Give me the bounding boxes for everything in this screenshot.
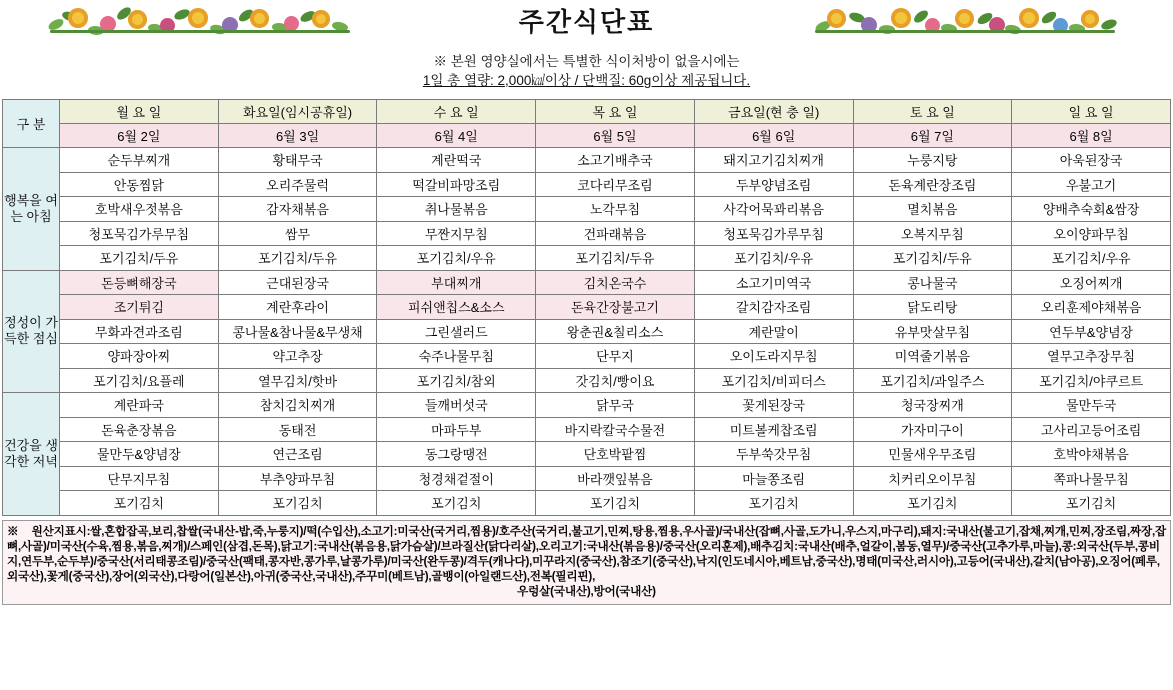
menu-cell: 바라깻잎볶음	[536, 466, 695, 491]
menu-cell: 오이양파무침	[1012, 221, 1171, 246]
menu-cell: 청포묵김가루무침	[60, 221, 219, 246]
menu-row	[3, 172, 1171, 197]
menu-cell: 소고기배추국	[536, 148, 695, 173]
day-header-5: 토 요 일	[853, 100, 1012, 124]
menu-cell: 포기김치/두유	[60, 246, 219, 271]
menu-cell: 동그랑땡전	[377, 442, 536, 467]
menu-cell: 돈육계란장조림	[853, 172, 1012, 197]
menu-cell: 마늘쫑조림	[694, 466, 853, 491]
menu-row	[3, 442, 1171, 467]
menu-cell: 마파두부	[377, 417, 536, 442]
menu-cell: 호박야채볶음	[1012, 442, 1171, 467]
menu-cell: 계란후라이	[218, 295, 377, 320]
menu-cell: 오이도라지무침	[694, 344, 853, 369]
day-header-4: 금요일(현 충 일)	[694, 100, 853, 124]
menu-cell: 계란떡국	[377, 148, 536, 173]
menu-cell: 소고기미역국	[694, 270, 853, 295]
menu-row	[3, 491, 1171, 516]
menu-cell: 건파래볶음	[536, 221, 695, 246]
menu-cell: 쪽파나물무침	[1012, 466, 1171, 491]
menu-cell: 청포묵김가루무침	[694, 221, 853, 246]
menu-cell: 양파장아찌	[60, 344, 219, 369]
menu-cell: 바지락칼국수물전	[536, 417, 695, 442]
menu-cell: 물만두&양념장	[60, 442, 219, 467]
menu-cell: 미트볼케찹조림	[694, 417, 853, 442]
date-header-3: 6월 5일	[536, 124, 695, 148]
weekly-menu-table	[2, 99, 1171, 516]
menu-cell: 참치김치찌개	[218, 393, 377, 418]
menu-cell: 김치온국수	[536, 270, 695, 295]
menu-cell: 숙주나물무침	[377, 344, 536, 369]
menu-cell: 계란파국	[60, 393, 219, 418]
menu-cell: 포기김치/우유	[694, 246, 853, 271]
menu-cell: 그린샐러드	[377, 319, 536, 344]
menu-cell: 포기김치	[853, 491, 1012, 516]
page-title: 주간식단표	[518, 7, 655, 37]
menu-cell: 갓김치/빵이요	[536, 368, 695, 393]
menu-cell: 취나물볶음	[377, 197, 536, 222]
menu-cell: 왕춘권&칠리소스	[536, 319, 695, 344]
menu-cell: 두부쑥갓무침	[694, 442, 853, 467]
menu-cell: 포기김치	[218, 491, 377, 516]
menu-cell: 민물새우무조림	[853, 442, 1012, 467]
menu-row	[3, 246, 1171, 271]
menu-cell: 연근조림	[218, 442, 377, 467]
day-header-1: 화요일(임시공휴일)	[218, 100, 377, 124]
menu-cell: 콩나물&참나물&무생채	[218, 319, 377, 344]
meal-label-2: 건강을 생각한 저녁	[3, 393, 60, 516]
menu-row	[3, 221, 1171, 246]
menu-cell: 유부맛살무침	[853, 319, 1012, 344]
menu-cell: 포기김치	[1012, 491, 1171, 516]
day-header-2: 수 요 일	[377, 100, 536, 124]
menu-cell: 물만두국	[1012, 393, 1171, 418]
menu-cell: 연두부&양념장	[1012, 319, 1171, 344]
menu-cell: 포기김치/우유	[377, 246, 536, 271]
menu-cell: 포기김치/요플레	[60, 368, 219, 393]
gubun-header: 구 분	[3, 100, 60, 148]
menu-cell: 부대찌개	[377, 270, 536, 295]
menu-cell: 포기김치	[60, 491, 219, 516]
menu-cell: 꽃게된장국	[694, 393, 853, 418]
menu-cell: 돈등뼈해장국	[60, 270, 219, 295]
menu-cell: 오리훈제야채볶음	[1012, 295, 1171, 320]
menu-cell: 돈육춘장볶음	[60, 417, 219, 442]
menu-cell: 포기김치/두유	[536, 246, 695, 271]
menu-cell: 콩나물국	[853, 270, 1012, 295]
menu-cell: 안동찜닭	[60, 172, 219, 197]
page-header	[0, 0, 1173, 46]
date-header-4: 6월 6일	[694, 124, 853, 148]
origin-note	[2, 520, 1171, 605]
menu-cell: 무짠지무침	[377, 221, 536, 246]
day-header-6: 일 요 일	[1012, 100, 1171, 124]
menu-cell: 단무지	[536, 344, 695, 369]
menu-cell: 포기김치/두유	[853, 246, 1012, 271]
menu-cell: 돼지고기김치찌개	[694, 148, 853, 173]
notice-line-2: 1일 총 열량: 2,000㎉이상 / 단백질: 60g이상 제공됩니다.	[422, 73, 751, 88]
menu-cell: 포기김치	[694, 491, 853, 516]
menu-cell: 오복지무침	[853, 221, 1012, 246]
menu-cell: 갈치감자조림	[694, 295, 853, 320]
menu-cell: 포기김치/과일주스	[853, 368, 1012, 393]
origin-note-text: ※원산지표시:쌀,혼합잡곡,보리,찹쌀(국내산-밥,죽,누룽지)/떡(수입산),소고기:미국산(국거리,찜용)/호주산(국거리,불고기,민찌,탕용,찜용,우사골)/국내산(잡뼈,사골,도가니,우스지,마구리),돼지:국내산(불고기,잡채,찌개,민찌,장조림,짜장,잡뼈,사골)/미국산(수육,찜용,볶음,찌개)/스페인(삼겹,돈목),닭고기:국내산(볶음용,닭가슴살)/브라질산(닭다리살),오리고기:국내산(볶음용)/중국산(오리훈제),배추김치:국내산(배추,얼갈이,봄동,열무)/중국산(고추가루,마늘),콩:외국산(두부,콩비지,연두부,순두부)/중국산(서리태콩조림)/중국산(팩태,콩자반,콩가루,날콩가루)/미국산(완두콩)/격두(캐나다),미꾸라지(중국산),참조기(중국산),낙지(인도네시아,베트남,중국산),명태(미국산,러시아),고등어(국내산),갈치(남아공),오징어(페루,외국산),꽃게(중국산),장어(외국산),다랑어(일본산),아귀(중국산,국내산),주꾸미(베트남),골뱅이(아일랜드산),전복(필리핀),	[7, 524, 1166, 584]
notice-line-1: ※ 본원 영양실에서는 특별한 식이처방이 없을시에는	[433, 54, 740, 69]
menu-cell: 호박새우젓볶음	[60, 197, 219, 222]
menu-cell: 아욱된장국	[1012, 148, 1171, 173]
menu-cell: 부추양파무침	[218, 466, 377, 491]
date-header-5: 6월 7일	[853, 124, 1012, 148]
menu-cell: 조기튀김	[60, 295, 219, 320]
menu-cell: 근대된장국	[218, 270, 377, 295]
date-header-0: 6월 2일	[60, 124, 219, 148]
menu-cell: 들깨버섯국	[377, 393, 536, 418]
menu-cell: 포기김치	[377, 491, 536, 516]
menu-cell: 양배추숙회&쌈장	[1012, 197, 1171, 222]
menu-cell: 멸치볶음	[853, 197, 1012, 222]
menu-cell: 닭무국	[536, 393, 695, 418]
menu-cell: 두부양념조림	[694, 172, 853, 197]
menu-cell: 단호박팥찜	[536, 442, 695, 467]
meal-label-1: 정성이 가득한 점심	[3, 270, 60, 393]
menu-row	[3, 368, 1171, 393]
date-header-2: 6월 4일	[377, 124, 536, 148]
menu-cell: 계란말이	[694, 319, 853, 344]
menu-cell: 동태전	[218, 417, 377, 442]
menu-row	[3, 295, 1171, 320]
menu-cell: 미역줄기볶음	[853, 344, 1012, 369]
menu-cell: 포기김치/야쿠르트	[1012, 368, 1171, 393]
menu-row	[3, 319, 1171, 344]
menu-cell: 열무김치/핫바	[218, 368, 377, 393]
menu-row	[3, 344, 1171, 369]
menu-cell: 코다리무조림	[536, 172, 695, 197]
menu-cell: 포기김치/두유	[218, 246, 377, 271]
menu-row	[3, 393, 1171, 418]
menu-cell: 순두부찌개	[60, 148, 219, 173]
menu-cell: 닭도리탕	[853, 295, 1012, 320]
menu-row	[3, 148, 1171, 173]
menu-cell: 열무고추장무침	[1012, 344, 1171, 369]
menu-cell: 쌈무	[218, 221, 377, 246]
menu-cell: 무화과견과조림	[60, 319, 219, 344]
menu-cell: 포기김치/참외	[377, 368, 536, 393]
menu-cell: 청경채겉절이	[377, 466, 536, 491]
menu-cell: 단무지무침	[60, 466, 219, 491]
day-header-0: 월 요 일	[60, 100, 219, 124]
date-header-1: 6월 3일	[218, 124, 377, 148]
menu-cell: 오징어찌개	[1012, 270, 1171, 295]
menu-row	[3, 197, 1171, 222]
menu-row	[3, 270, 1171, 295]
menu-cell: 오리주물럭	[218, 172, 377, 197]
menu-cell: 우불고기	[1012, 172, 1171, 197]
menu-cell: 누룽지탕	[853, 148, 1012, 173]
menu-cell: 돈육간장불고기	[536, 295, 695, 320]
menu-cell: 포기김치	[536, 491, 695, 516]
menu-cell: 약고추장	[218, 344, 377, 369]
table-header-row-days	[3, 100, 1171, 124]
origin-note-last-line: 우렁살(국내산),방어(국내산)	[517, 585, 656, 599]
menu-cell: 피쉬앤칩스&소스	[377, 295, 536, 320]
menu-cell: 가자미구이	[853, 417, 1012, 442]
menu-row	[3, 417, 1171, 442]
menu-cell: 치커리오이무침	[853, 466, 1012, 491]
menu-cell: 떡갈비파망조림	[377, 172, 536, 197]
menu-cell: 노각무침	[536, 197, 695, 222]
day-header-3: 목 요 일	[536, 100, 695, 124]
menu-cell: 사각어묵꽈리볶음	[694, 197, 853, 222]
menu-cell: 포기김치/우유	[1012, 246, 1171, 271]
menu-row	[3, 466, 1171, 491]
menu-cell: 포기김치/비피더스	[694, 368, 853, 393]
menu-cell: 고사리고등어조림	[1012, 417, 1171, 442]
menu-cell: 감자채볶음	[218, 197, 377, 222]
menu-cell: 황태무국	[218, 148, 377, 173]
menu-cell: 청국장찌개	[853, 393, 1012, 418]
meal-label-0: 행복을 여는 아침	[3, 148, 60, 271]
table-header-row-dates	[3, 124, 1171, 148]
date-header-6: 6월 8일	[1012, 124, 1171, 148]
notice-block	[0, 46, 1173, 90]
